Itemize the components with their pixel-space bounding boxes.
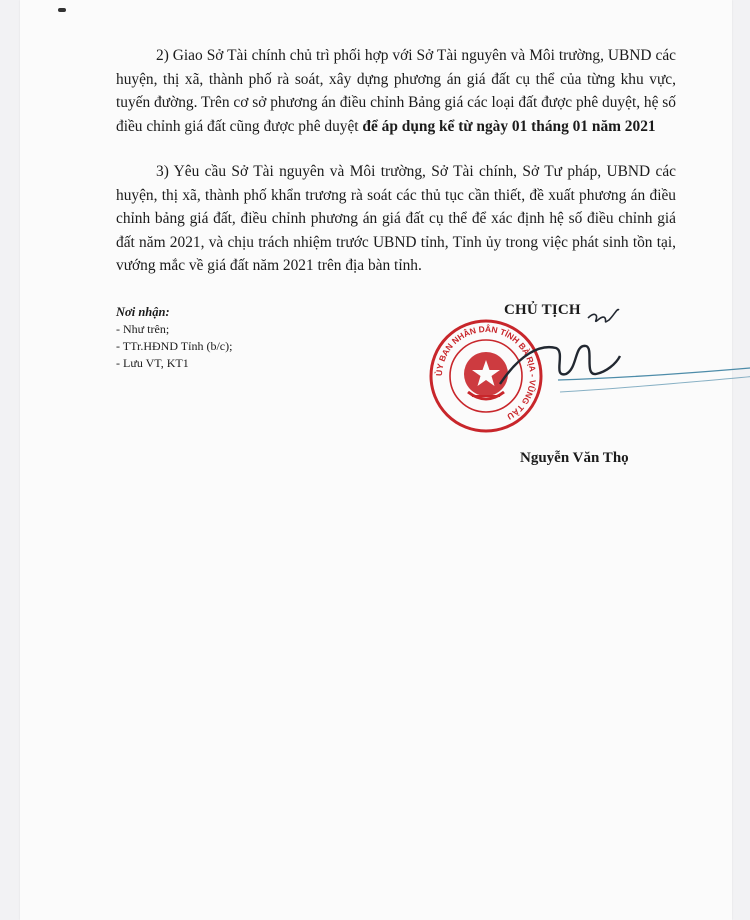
paragraph-2 (116, 44, 676, 138)
scan-mark (58, 8, 66, 12)
recipients-block (116, 304, 232, 372)
signer-title: CHỦ TỊCH (504, 302, 581, 318)
signer-name: Nguyễn Văn Thọ (520, 450, 629, 466)
handwritten-signature (440, 296, 750, 436)
paragraph-2-bold: để áp dụng kể từ ngày 01 tháng 01 năm 2021 (362, 117, 656, 135)
paragraph-2-text: 2) Giao Sở Tài chính chủ trì phối hợp với Sở Tài nguyên và Môi trường, UBND các huyện, thị xã, thành phố rà soát, xây dựng phương án giá đất cụ thể của từng khu vực, tuyến đường. Trên cơ sở phương án điều chỉnh Bảng giá các loại đất được phê duyệt, hệ số điều chỉnh giá đất cũng được phê duyệt (116, 47, 676, 135)
recipient-item: - Như trên; (116, 322, 170, 336)
paragraph-3 (116, 160, 676, 278)
paragraph-3-text: 3) Yêu cầu Sở Tài nguyên và Môi trường, Sở Tài chính, Sở Tư pháp, UBND các huyện, thị xã, thành phố khẩn trương rà soát các thủ tục cần thiết, đề xuất phương án điều chỉnh bảng giá đất, điều chỉnh phương án giá đất cụ thể để xác định hệ số điều chỉnh giá đất năm 2021, và chịu trách nhiệm trước UBND tỉnh, Tỉnh ủy trong việc phát sinh tồn tại, vướng mắc về giá đất năm 2021 trên địa bàn tỉnh. (116, 163, 676, 274)
seal-text: ỦY BAN NHÂN DÂN TỈNH BÀ RỊA - VŨNG TÀU (433, 323, 539, 422)
recipient-item: - Lưu VT, KT1 (116, 356, 189, 370)
recipient-item: - TTr.HĐND Tỉnh (b/c); (116, 339, 233, 353)
recipients-heading: Nơi nhận: (116, 305, 170, 319)
document-page (20, 0, 732, 920)
